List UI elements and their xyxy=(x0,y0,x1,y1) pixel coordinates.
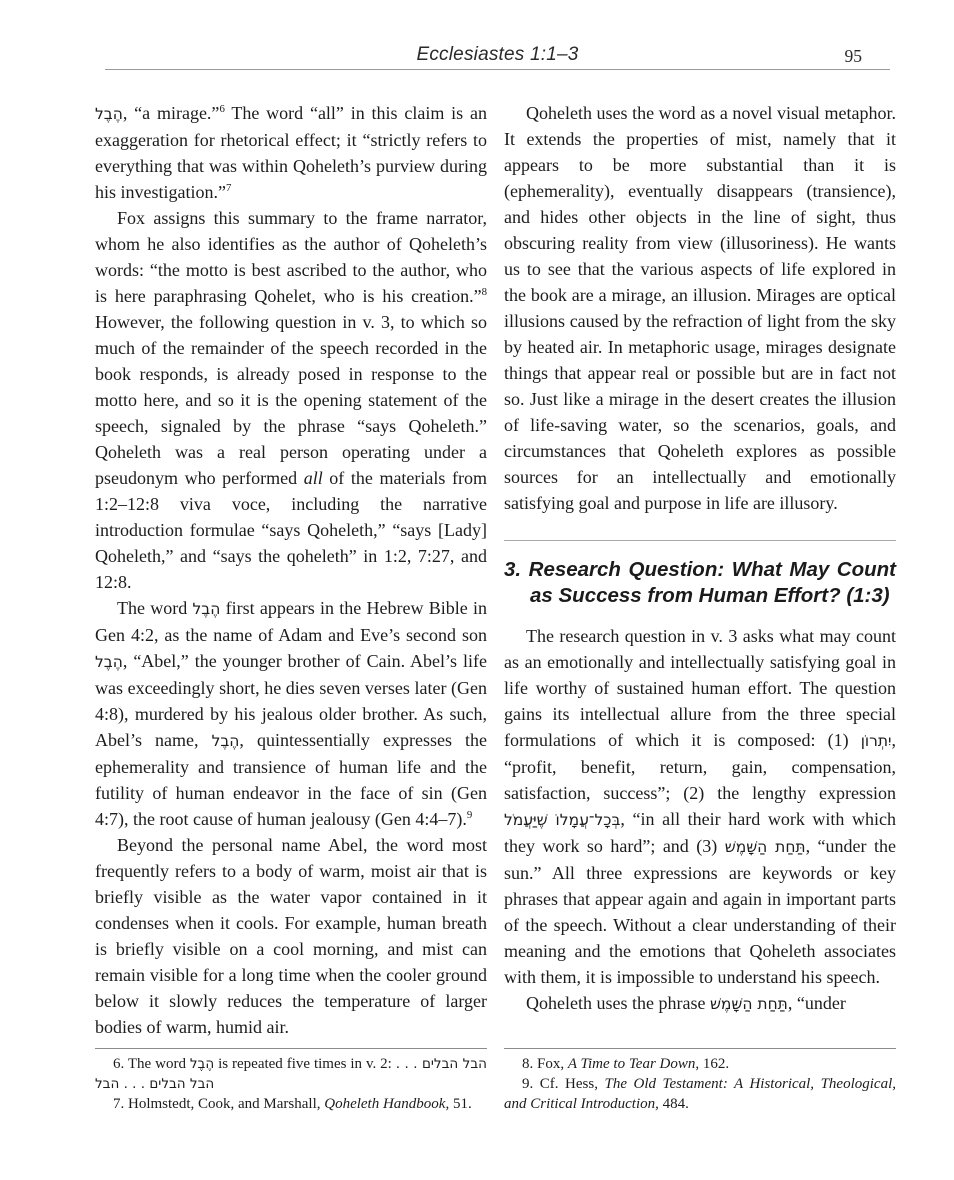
paragraph: Beyond the personal name Abel, the word most frequently refers to a body of warm, moist air that is briefly visible as the water vapor contained in it condenses when it cools. For example, human breath is briefly visible on a cool morning, and mist can remain visible for a long time when the cooler ground below it slowly reduces the temperature of larger bodies of warm, humid air. xyxy=(95,835,487,1037)
footnote-reference: 6 xyxy=(219,103,225,115)
section-divider-rule xyxy=(504,540,896,541)
hebrew-term: הֶבֶל xyxy=(95,653,123,671)
running-head xyxy=(105,44,890,70)
footnotes-left xyxy=(95,1048,487,1114)
italic-text: all xyxy=(303,468,323,488)
hebrew-term: בְּכָל־עֲמָלוֹ שֶׁיַּעֲמֹל xyxy=(504,811,621,829)
hebrew-term: הבל הבלים . . . הבל הבלים . . . הבל xyxy=(95,1056,487,1092)
right-column-top-paragraphs xyxy=(504,100,896,516)
footnote-separator-rule xyxy=(504,1048,896,1049)
paragraph: 9. Cf. Hess, The Old Testament: A Historical, Theological, and Critical Introduction, 484. xyxy=(504,1076,896,1112)
left-text-column xyxy=(95,100,487,1040)
footnotes-right-text xyxy=(504,1054,896,1114)
hebrew-term: תַּחַת הַשָּׁמֶשׁ xyxy=(709,995,788,1013)
paragraph: Qoheleth uses the phrase תַּחַת הַשָּׁמֶשׁ, “under xyxy=(526,993,846,1013)
section-heading: 3. Research Question: What May Count as Success from Human Effort? (1:3) xyxy=(504,558,896,607)
running-head-title: Ecclesiastes 1:1–3 xyxy=(416,44,579,65)
page-number: 95 xyxy=(844,46,862,66)
italic-text: The Old Testament: A Historical, Theological, and Critical Introduction xyxy=(504,1076,896,1112)
footnote-reference: 7 xyxy=(225,182,232,194)
paragraph: 6. The word הֶבֶל is repeated five times in v. 2: הבל הבלים . . . הבל הבלים . . . הבל xyxy=(95,1056,487,1092)
footnotes-right xyxy=(504,1048,896,1114)
footnote-separator-rule xyxy=(95,1048,487,1049)
hebrew-term: הֶבֶל xyxy=(211,732,240,750)
hebrew-term: יִתְרוֹן xyxy=(860,732,892,750)
right-column-bottom-paragraphs xyxy=(504,623,896,1017)
right-text-column xyxy=(504,100,896,1017)
hebrew-term: הֶבֶל xyxy=(95,105,123,123)
footnotes-left-text xyxy=(95,1054,487,1114)
footnote-reference: 9 xyxy=(466,809,473,821)
footnote-reference: 8 xyxy=(481,286,487,298)
hebrew-term: הֶבֶל xyxy=(192,600,221,618)
italic-text: A Time to Tear Down xyxy=(567,1056,696,1072)
hebrew-term: הֶבֶל xyxy=(189,1056,215,1072)
paragraph: 8. Fox, A Time to Tear Down, 162. xyxy=(522,1056,730,1072)
paragraph: הֶבֶל, “a mirage.”$^6$ The word “all” in this claim is an exaggeration for rhetorical effect; it “strictly refers to everything that was within Qoheleth’s purview during his investigation.”$^7$ xyxy=(95,103,488,202)
hebrew-term: תַּחַת הַשָּׁמֶשׁ xyxy=(724,838,806,856)
paragraph: 7. Holmstedt, Cook, and Marshall, Qoheleth Handbook, 51. xyxy=(113,1096,472,1112)
italic-text: Qoheleth Handbook xyxy=(324,1096,446,1112)
running-head-rule xyxy=(105,69,890,70)
paragraph: Fox assigns this summary to the frame narrator, whom he also identifies as the author of Qoheleth’s words: “the motto is best ascribed to the author, who is here paraphrasing Qohelet, who is his creation.”$^8$ However, the following question in v. 3, to which so much of the remainder of the speech recorded in the book responds, is already posed in response to the motto here, and so it is the opening statement of the speech, signaled by the phrase “says Qoheleth.” Qoheleth was a real person operating under a pseudonym who performed all of the materials from 1:2–12:8 viva voce, including the narrative introduction formulae “says Qoheleth,” “says [Lady] Qoheleth,” and “says the qoheleth” in 1:2, 7:27, and 12:8. xyxy=(95,208,487,592)
paragraph: The word הֶבֶל first appears in the Hebrew Bible in Gen 4:2, as the name of Adam and Eve’s second son הֶבֶל, “Abel,” the younger brother of Cain. Abel’s life was exceedingly short, he dies seven verses later (Gen 4:8), murdered by his jealous older brother. As such, Abel’s name, הֶבֶל, quintessentially expresses the ephemerality and transience of human life and the futility of human endeavor in the face of sin (Gen 4:7), the root cause of human jealousy (Gen 4:4–7).$^9$ xyxy=(95,598,487,829)
paragraph: The research question in v. 3 asks what may count as an emotionally and intellectually satisfying goal in life worthy of sustained human effort. The question gains its intellectual allure from the three special formulations of which it is composed: (1) יִתְרוֹן, “profit, benefit, return, gain, compensation, satisfaction, success”; (2) the lengthy expression בְּכָל־עֲמָלוֹ שֶׁיַּעֲמֹל, “in all their hard work with which they work so hard”; and (3) תַּחַת הַשָּׁמֶשׁ, “under the sun.” All three expressions are keywords or key phrases that appear again and again in important parts of the speech. Without a clear understanding of their meaning and the emotions that Qoheleth associates with them, it is impossible to understand his speech. xyxy=(504,626,896,987)
paragraph: Qoheleth uses the word as a novel visual metaphor. It extends the properties of mist, namely that it appears to be more substantial than it is (ephemerality), eventually disappears (transience), and hides other objects in the line of sight, thus obscuring reality from view (illusoriness). He wants us to see that the various aspects of life explored in the book are a mirage, an illusion. Mirages are optical illusions caused by the refraction of light from the sky by heated air. In metaphoric usage, mirages designate things that appear real or possible but are in fact not so. Just like a mirage in the desert creates the illusion of life-saving water, so the scenarios, goals, and circumstances that Qoheleth explores as possible sources for an intellectually and emotionally satisfying goal and purpose in life are illusory. xyxy=(504,103,896,513)
